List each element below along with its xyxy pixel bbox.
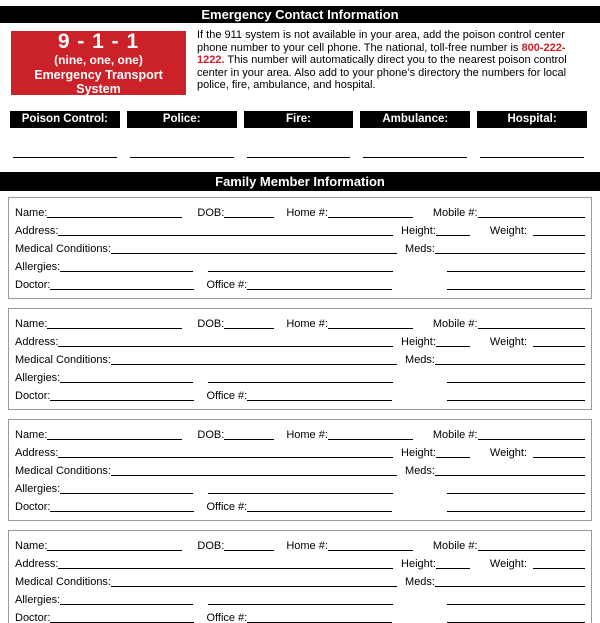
dob-label: DOB: xyxy=(197,429,225,441)
doctor-label: Doctor: xyxy=(15,501,51,513)
allergies-row xyxy=(15,256,585,274)
home-phone-label: Home #: xyxy=(286,429,328,441)
meds-extra-line-2[interactable] xyxy=(447,510,585,512)
name-label: Name: xyxy=(15,207,48,219)
home-phone-label: Home #: xyxy=(286,540,328,552)
address-label: Address: xyxy=(15,558,59,570)
family-member-block-2 xyxy=(8,308,592,410)
medical-conditions-label: Medical Conditions: xyxy=(15,465,111,477)
family-member-block-3 xyxy=(8,419,592,521)
home-phone-label: Home #: xyxy=(286,207,328,219)
allergies-label: Allergies: xyxy=(15,261,61,273)
doctor-row xyxy=(15,385,585,403)
meds-input-line[interactable] xyxy=(435,363,585,365)
name-input-line[interactable] xyxy=(47,216,182,218)
home-phone-input-line[interactable] xyxy=(328,549,413,551)
hospital-phone-line[interactable] xyxy=(480,143,584,158)
office-phone-input-line[interactable] xyxy=(247,288,392,290)
allergies-row xyxy=(15,478,585,496)
doctor-row xyxy=(15,274,585,292)
address-input-line[interactable] xyxy=(58,456,393,458)
medical-conditions-label: Medical Conditions: xyxy=(15,576,111,588)
family-member-header: Family Member Information xyxy=(0,172,600,191)
poison-control-phone-number: 800-222-1222. xyxy=(197,41,566,67)
office-phone-label: Office #: xyxy=(206,612,248,623)
weight-label: Weight: xyxy=(489,558,527,570)
medical-conditions-input-line[interactable] xyxy=(111,474,397,476)
dob-label: DOB: xyxy=(197,318,225,330)
name-row xyxy=(15,535,585,553)
meds-input-line[interactable] xyxy=(435,474,585,476)
ambulance-cell xyxy=(360,143,470,158)
height-label: Height: xyxy=(401,336,436,348)
hospital-cell xyxy=(477,143,587,158)
weight-input-line[interactable] xyxy=(533,567,585,569)
instructions-text-before: If the 911 system is not available in your area, add the poison control center phone number to your cell phone. The national, toll-free number is xyxy=(197,29,565,54)
allergies-extra-line[interactable] xyxy=(208,381,393,383)
address-row xyxy=(15,331,585,349)
address-label: Address: xyxy=(15,336,59,348)
label-hospital: Hospital: xyxy=(477,111,587,128)
office-phone-label: Office #: xyxy=(206,279,248,291)
emergency-blank-lines-row xyxy=(10,143,587,158)
fire-cell xyxy=(244,143,354,158)
doctor-label: Doctor: xyxy=(15,390,51,402)
mobile-phone-label: Mobile #: xyxy=(432,540,478,552)
meds-label: Meds: xyxy=(405,576,435,588)
home-phone-input-line[interactable] xyxy=(328,327,413,329)
name-label: Name: xyxy=(15,429,48,441)
allergies-row xyxy=(15,589,585,607)
allergies-input-line[interactable] xyxy=(60,492,193,494)
mobile-phone-input-line[interactable] xyxy=(478,549,585,551)
allergies-input-line[interactable] xyxy=(60,270,193,272)
police-phone-line[interactable] xyxy=(130,143,234,158)
poison-control-phone-line[interactable] xyxy=(13,143,117,158)
doctor-label: Doctor: xyxy=(15,612,51,623)
office-phone-input-line[interactable] xyxy=(247,510,392,512)
meds-extra-line-1[interactable] xyxy=(447,603,585,605)
label-ambulance: Ambulance: xyxy=(360,111,470,128)
name-row xyxy=(15,424,585,442)
allergies-label: Allergies: xyxy=(15,594,61,606)
medical-conditions-row xyxy=(15,349,585,367)
address-row xyxy=(15,442,585,460)
name-input-line[interactable] xyxy=(47,549,182,551)
office-phone-input-line[interactable] xyxy=(247,399,392,401)
doctor-input-line[interactable] xyxy=(50,288,194,290)
address-row xyxy=(15,220,585,238)
name-label: Name: xyxy=(15,318,48,330)
ambulance-phone-line[interactable] xyxy=(363,143,467,158)
weight-label: Weight: xyxy=(489,225,527,237)
dob-input-line[interactable] xyxy=(224,549,274,551)
fire-phone-line[interactable] xyxy=(247,143,351,158)
home-phone-input-line[interactable] xyxy=(328,216,413,218)
emergency-contact-header: Emergency Contact Information xyxy=(0,6,600,23)
height-input-line[interactable] xyxy=(436,456,470,458)
meds-extra-line-2[interactable] xyxy=(447,288,585,290)
medical-conditions-label: Medical Conditions: xyxy=(15,354,111,366)
meds-input-line[interactable] xyxy=(435,585,585,587)
doctor-input-line[interactable] xyxy=(50,399,194,401)
dob-label: DOB: xyxy=(197,207,225,219)
name-input-line[interactable] xyxy=(47,327,182,329)
address-label: Address: xyxy=(15,225,59,237)
name-label: Name: xyxy=(15,540,48,552)
address-input-line[interactable] xyxy=(58,234,393,236)
doctor-input-line[interactable] xyxy=(50,510,194,512)
height-label: Height: xyxy=(401,447,436,459)
mobile-phone-label: Mobile #: xyxy=(432,318,478,330)
name-row xyxy=(15,313,585,331)
nine-one-one-number: 9 - 1 - 1 xyxy=(57,30,140,53)
meds-extra-line-1[interactable] xyxy=(447,492,585,494)
weight-input-line[interactable] xyxy=(533,345,585,347)
nine-one-one-system-name: Emergency Transport System xyxy=(34,68,163,96)
doctor-row xyxy=(15,607,585,623)
family-member-block-4 xyxy=(8,530,592,623)
address-row xyxy=(15,553,585,571)
allergies-row xyxy=(15,367,585,385)
name-row xyxy=(15,202,585,220)
weight-label: Weight: xyxy=(489,447,527,459)
label-fire: Fire: xyxy=(244,111,354,128)
instructions-text-after: This number will automatically direct you to the nearest poison control center in your area. Also add to your phone’s directory the numbers for local police, fire, ambulance, and hospital. xyxy=(197,54,567,92)
address-input-line[interactable] xyxy=(58,567,393,569)
dob-label: DOB: xyxy=(197,540,225,552)
dob-input-line[interactable] xyxy=(224,327,274,329)
emergency-labels-row xyxy=(10,111,587,128)
nine-one-one-callout xyxy=(11,31,186,95)
weight-label: Weight: xyxy=(489,336,527,348)
meds-label: Meds: xyxy=(405,465,435,477)
allergies-extra-line[interactable] xyxy=(208,603,393,605)
meds-label: Meds: xyxy=(405,243,435,255)
meds-input-line[interactable] xyxy=(435,252,585,254)
allergies-extra-line[interactable] xyxy=(208,492,393,494)
medical-conditions-input-line[interactable] xyxy=(111,252,397,254)
mobile-phone-label: Mobile #: xyxy=(432,429,478,441)
label-poison-control: Poison Control: xyxy=(10,111,120,128)
nine-one-one-pronunciation: (nine, one, one) xyxy=(54,53,143,67)
meds-extra-line-1[interactable] xyxy=(447,381,585,383)
height-input-line[interactable] xyxy=(436,345,470,347)
home-phone-input-line[interactable] xyxy=(328,438,413,440)
medical-conditions-row xyxy=(15,571,585,589)
meds-label: Meds: xyxy=(405,354,435,366)
mobile-phone-input-line[interactable] xyxy=(478,216,585,218)
allergies-extra-line[interactable] xyxy=(208,270,393,272)
height-label: Height: xyxy=(401,225,436,237)
label-police: Police: xyxy=(127,111,237,128)
dob-input-line[interactable] xyxy=(224,216,274,218)
mobile-phone-input-line[interactable] xyxy=(478,327,585,329)
meds-extra-line-2[interactable] xyxy=(447,399,585,401)
office-phone-label: Office #: xyxy=(206,501,248,513)
family-member-block-1 xyxy=(8,197,592,299)
medical-conditions-row xyxy=(15,460,585,478)
name-input-line[interactable] xyxy=(47,438,182,440)
height-input-line[interactable] xyxy=(436,234,470,236)
office-phone-label: Office #: xyxy=(206,390,248,402)
mobile-phone-input-line[interactable] xyxy=(478,438,585,440)
address-label: Address: xyxy=(15,447,59,459)
allergies-label: Allergies: xyxy=(15,372,61,384)
poison-control-cell xyxy=(10,143,120,158)
meds-extra-line-1[interactable] xyxy=(447,270,585,272)
home-phone-label: Home #: xyxy=(286,318,328,330)
dob-input-line[interactable] xyxy=(224,438,274,440)
medical-conditions-input-line[interactable] xyxy=(111,585,397,587)
address-input-line[interactable] xyxy=(58,345,393,347)
allergies-label: Allergies: xyxy=(15,483,61,495)
medical-conditions-label: Medical Conditions: xyxy=(15,243,111,255)
weight-input-line[interactable] xyxy=(533,456,585,458)
mobile-phone-label: Mobile #: xyxy=(432,207,478,219)
medical-conditions-input-line[interactable] xyxy=(111,363,397,365)
doctor-row xyxy=(15,496,585,514)
police-cell xyxy=(127,143,237,158)
medical-conditions-row xyxy=(15,238,585,256)
allergies-input-line[interactable] xyxy=(60,603,193,605)
poison-control-instructions xyxy=(197,29,589,92)
height-label: Height: xyxy=(401,558,436,570)
weight-input-line[interactable] xyxy=(533,234,585,236)
doctor-label: Doctor: xyxy=(15,279,51,291)
allergies-input-line[interactable] xyxy=(60,381,193,383)
height-input-line[interactable] xyxy=(436,567,470,569)
